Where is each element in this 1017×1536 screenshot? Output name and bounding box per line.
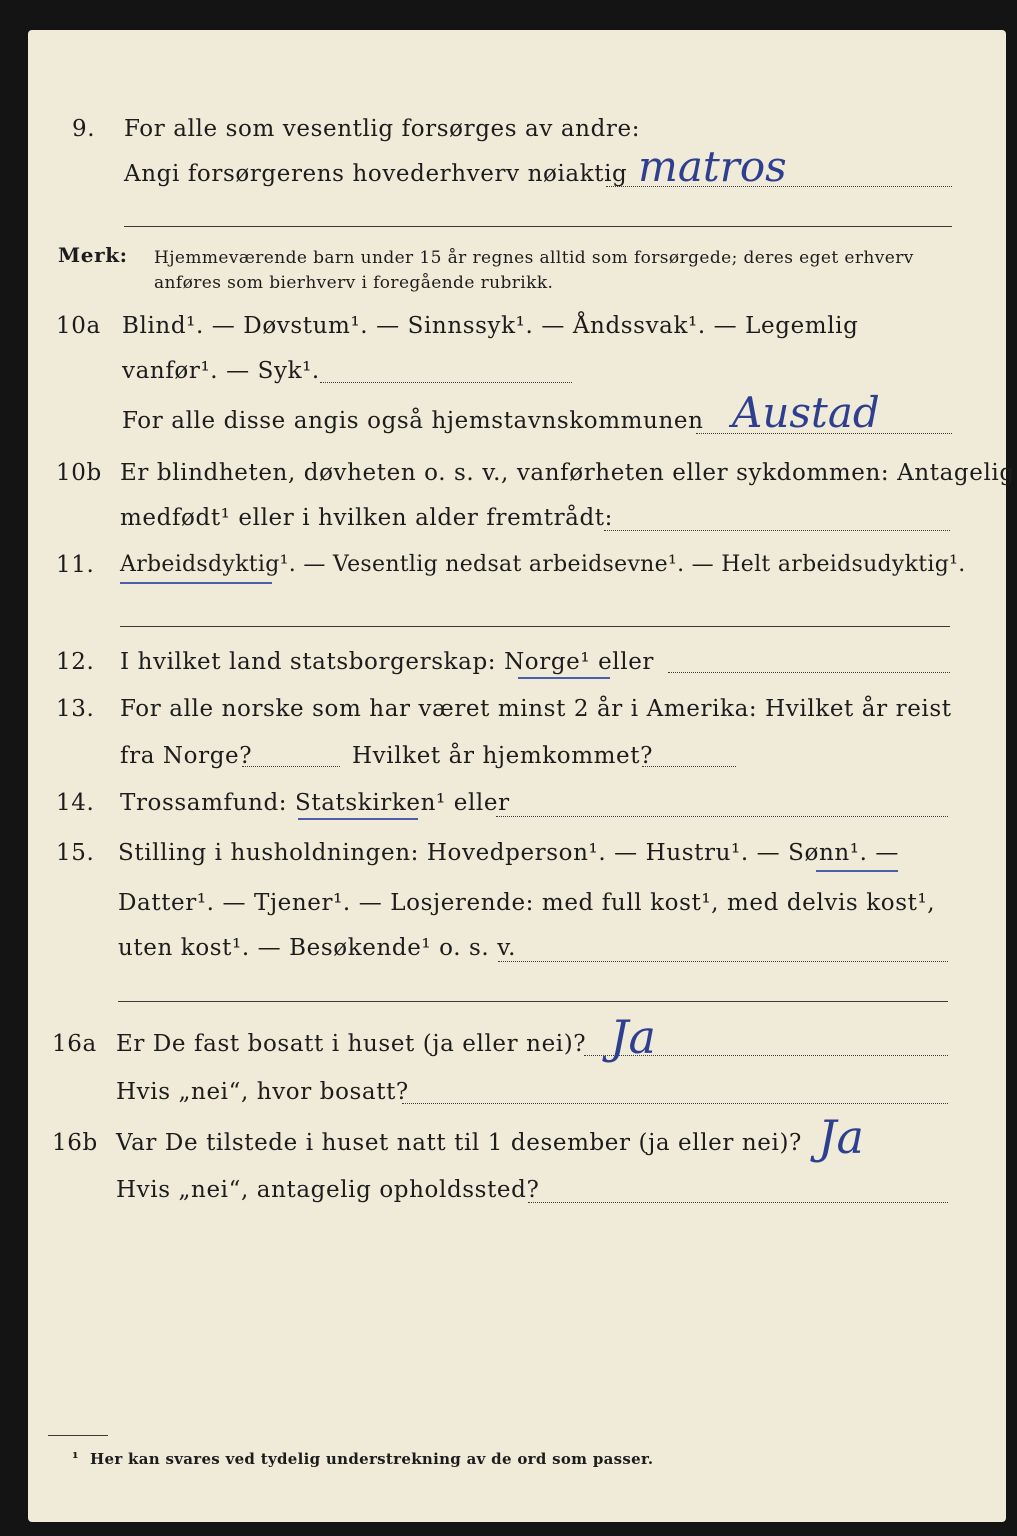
footnote-mark: ¹ bbox=[72, 1449, 79, 1467]
q10a-handwritten-answer: Austad bbox=[732, 388, 880, 437]
q13-line1: For alle norske som har været minst 2 år i Amerika: Hvilket år reist bbox=[120, 696, 952, 722]
q11-underline-arbeidsdyktig bbox=[120, 582, 272, 584]
q14-number: 14. bbox=[56, 790, 95, 816]
q16b-opholdssted-line bbox=[528, 1202, 948, 1203]
q9-extra-line bbox=[124, 226, 952, 227]
q10b-line2: medfødt¹ eller i hvilken alder fremtrådt: bbox=[120, 505, 613, 531]
q12-line1: I hvilket land statsborgerskap: Norge¹ eller bbox=[120, 649, 655, 675]
q12-underline-norge bbox=[518, 677, 610, 679]
q16a-number: 16a bbox=[52, 1031, 97, 1057]
q9-handwritten-answer: matros bbox=[638, 142, 787, 191]
q16b-handwritten-answer: Ja bbox=[818, 1110, 864, 1164]
q10a-line3: For alle disse angis også hjemstavnskommunen bbox=[122, 408, 704, 434]
q10b-number: 10b bbox=[56, 460, 102, 486]
q15-line2: Datter¹. — Tjener¹. — Losjerende: med full kost¹, med delvis kost¹, bbox=[118, 890, 936, 916]
q10b-answer-line bbox=[604, 530, 950, 531]
merk-line1: Hjemmeværende barn under 15 år regnes alltid som forsørgede; deres eget erhverv bbox=[154, 248, 914, 268]
q14-answer-line bbox=[496, 816, 948, 817]
q16b-number: 16b bbox=[52, 1130, 98, 1156]
q10a-syk-line bbox=[320, 382, 572, 383]
q16b-line2: Hvis „nei“, antagelig opholdssted? bbox=[116, 1177, 540, 1203]
q11-extra-line bbox=[120, 626, 950, 627]
q13-line2b: Hvilket år hjemkommet? bbox=[352, 743, 654, 769]
q12-number: 12. bbox=[56, 649, 95, 675]
q13-line2a: fra Norge? bbox=[120, 743, 253, 769]
q14-line1: Trossamfund: Statskirken¹ eller bbox=[120, 790, 510, 816]
q16a-bosatt-line bbox=[402, 1103, 948, 1104]
footnote-text: Her kan svares ved tydelig understrekning av de ord som passer. bbox=[90, 1450, 654, 1468]
q15-line1: Stilling i husholdningen: Hovedperson¹. — Hustru¹. — Sønn¹. — bbox=[118, 840, 900, 866]
q15-underline-sonn bbox=[816, 870, 898, 872]
q10a-line1: Blind¹. — Døvstum¹. — Sinnssyk¹. — Åndssvak¹. — Legemlig bbox=[122, 313, 859, 339]
q10b-line1: Er blindheten, døvheten o. s. v., vanførheten eller sykdommen: Antagelig bbox=[120, 460, 1015, 486]
q13-hjemkommet-line bbox=[642, 766, 736, 767]
q14-underline-statskirken bbox=[298, 818, 418, 820]
q11-line1: Arbeidsdyktig¹. — Vesentlig nedsat arbeidsevne¹. — Helt arbeidsudyktig¹. bbox=[120, 552, 966, 577]
q10a-number: 10a bbox=[56, 313, 101, 339]
q15-extra-line bbox=[118, 1001, 948, 1002]
q12-answer-line bbox=[668, 672, 950, 673]
q9-line2: Angi forsørgerens hovederhverv nøiaktig bbox=[124, 161, 628, 187]
q13-number: 13. bbox=[56, 696, 95, 722]
q15-answer-line bbox=[498, 961, 948, 962]
q16a-handwritten-answer: Ja bbox=[610, 1010, 656, 1064]
q11-number: 11. bbox=[56, 552, 95, 578]
merk-line2: anføres som bierhverv i foregående rubrikk. bbox=[154, 273, 554, 293]
census-form-page bbox=[28, 30, 1015, 1522]
q13-reist-line bbox=[242, 766, 340, 767]
q9-number: 9. bbox=[72, 116, 96, 142]
q15-line3: uten kost¹. — Besøkende¹ o. s. v. bbox=[118, 935, 517, 961]
q16b-line1: Var De tilstede i huset natt til 1 desember (ja eller nei)? bbox=[116, 1130, 802, 1156]
footnote-rule bbox=[48, 1435, 108, 1436]
q16a-line1: Er De fast bosatt i huset (ja eller nei)? bbox=[116, 1031, 587, 1057]
q10a-line2: vanfør¹. — Syk¹. bbox=[122, 358, 320, 384]
q9-line1: For alle som vesentlig forsørges av andre: bbox=[124, 116, 641, 142]
q16a-line2: Hvis „nei“, hvor bosatt? bbox=[116, 1079, 409, 1105]
q15-number: 15. bbox=[56, 840, 95, 866]
merk-label: Merk: bbox=[58, 243, 128, 267]
